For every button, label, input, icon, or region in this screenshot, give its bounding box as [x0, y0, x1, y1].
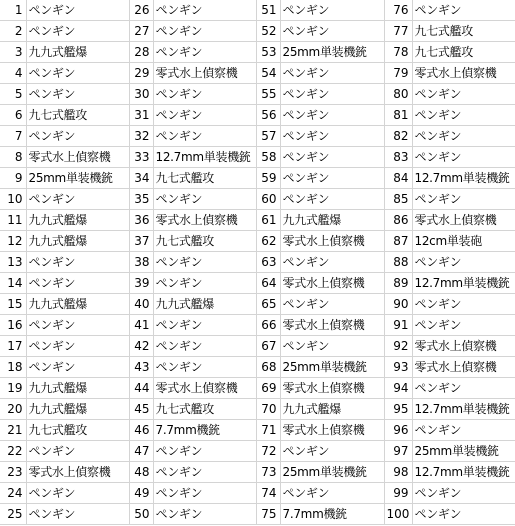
row-number-cell[interactable]: 100: [384, 504, 412, 525]
item-name-cell[interactable]: ペンギン: [280, 147, 384, 168]
row-number-cell[interactable]: 48: [129, 462, 153, 483]
table-row: [0, 252, 515, 273]
item-name-cell[interactable]: 零式水上偵察機: [412, 357, 515, 378]
item-name-cell[interactable]: ペンギン: [26, 357, 129, 378]
row-number-cell[interactable]: 45: [129, 399, 153, 420]
table-row: [0, 147, 515, 168]
row-number-cell[interactable]: 80: [384, 84, 412, 105]
table-row: [0, 462, 515, 483]
item-name-cell[interactable]: ペンギン: [26, 126, 129, 147]
item-name-cell[interactable]: ペンギン: [412, 147, 515, 168]
item-name-cell[interactable]: 九七式艦攻: [412, 42, 515, 63]
item-name-cell[interactable]: ペンギン: [280, 441, 384, 462]
row-number-cell[interactable]: 44: [129, 378, 153, 399]
item-name-cell[interactable]: 12.7mm単装機銃: [412, 168, 515, 189]
row-number-cell[interactable]: 29: [129, 63, 153, 84]
row-number-cell[interactable]: 43: [129, 357, 153, 378]
row-number-cell[interactable]: 15: [0, 294, 26, 315]
item-name-cell[interactable]: ペンギン: [26, 84, 129, 105]
item-name-cell[interactable]: ペンギン: [412, 189, 515, 210]
item-name-cell[interactable]: ペンギン: [280, 63, 384, 84]
item-name-cell[interactable]: 零式水上偵察機: [280, 231, 384, 252]
item-name-cell[interactable]: ペンギン: [412, 294, 515, 315]
row-number-cell[interactable]: 17: [0, 336, 26, 357]
item-name-cell[interactable]: 九九式艦爆: [26, 231, 129, 252]
item-name-cell[interactable]: ペンギン: [26, 504, 129, 525]
row-number-cell[interactable]: 3: [0, 42, 26, 63]
item-name-cell[interactable]: 九九式艦爆: [280, 399, 384, 420]
row-number-cell[interactable]: 8: [0, 147, 26, 168]
item-name-cell[interactable]: ペンギン: [26, 441, 129, 462]
row-number-cell[interactable]: 65: [256, 294, 280, 315]
table-row: [0, 105, 515, 126]
item-name-cell[interactable]: ペンギン: [153, 189, 256, 210]
item-name-cell[interactable]: ペンギン: [153, 252, 256, 273]
item-name-cell[interactable]: ペンギン: [412, 0, 515, 21]
row-number-cell[interactable]: 14: [0, 273, 26, 294]
row-number-cell[interactable]: 27: [129, 21, 153, 42]
item-name-cell[interactable]: ペンギン: [153, 462, 256, 483]
row-number-cell[interactable]: 71: [256, 420, 280, 441]
item-name-cell[interactable]: 25mm単装機銃: [280, 357, 384, 378]
item-name-cell[interactable]: 九九式艦爆: [26, 378, 129, 399]
row-number-cell[interactable]: 40: [129, 294, 153, 315]
item-name-cell[interactable]: ペンギン: [412, 504, 515, 525]
table-row: [0, 189, 515, 210]
item-name-cell[interactable]: ペンギン: [153, 126, 256, 147]
row-number-cell[interactable]: 84: [384, 168, 412, 189]
item-name-cell[interactable]: 零式水上偵察機: [412, 336, 515, 357]
item-name-cell[interactable]: ペンギン: [280, 483, 384, 504]
row-number-cell[interactable]: 16: [0, 315, 26, 336]
item-name-cell[interactable]: 12.7mm単装機銃: [412, 399, 515, 420]
row-number-cell[interactable]: 25: [0, 504, 26, 525]
item-name-cell[interactable]: 零式水上偵察機: [412, 63, 515, 84]
table-row: [0, 420, 515, 441]
row-number-cell[interactable]: 10: [0, 189, 26, 210]
row-number-cell[interactable]: 33: [129, 147, 153, 168]
row-number-cell[interactable]: 46: [129, 420, 153, 441]
table-row: [0, 441, 515, 462]
row-number-cell[interactable]: 98: [384, 462, 412, 483]
row-number-cell[interactable]: 67: [256, 336, 280, 357]
table-row: [0, 231, 515, 252]
table-row: [0, 126, 515, 147]
item-name-cell[interactable]: 25mm単装機銃: [280, 42, 384, 63]
row-number-cell[interactable]: 69: [256, 378, 280, 399]
row-number-cell[interactable]: 4: [0, 63, 26, 84]
row-number-cell[interactable]: 97: [384, 441, 412, 462]
item-name-cell[interactable]: 九七式艦攻: [26, 105, 129, 126]
item-name-cell[interactable]: ペンギン: [26, 336, 129, 357]
table-row: [0, 315, 515, 336]
row-number-cell[interactable]: 21: [0, 420, 26, 441]
item-name-cell[interactable]: ペンギン: [412, 126, 515, 147]
item-name-cell[interactable]: 零式水上偵察機: [280, 420, 384, 441]
item-name-cell[interactable]: 零式水上偵察機: [412, 210, 515, 231]
item-name-cell[interactable]: 零式水上偵察機: [153, 210, 256, 231]
table-row: [0, 63, 515, 84]
table-row: [0, 84, 515, 105]
item-name-cell[interactable]: 零式水上偵察機: [280, 315, 384, 336]
item-name-cell[interactable]: 九九式艦爆: [26, 42, 129, 63]
table-row: [0, 168, 515, 189]
item-name-cell[interactable]: 零式水上偵察機: [280, 273, 384, 294]
item-name-cell[interactable]: ペンギン: [280, 126, 384, 147]
table-row: [0, 483, 515, 504]
item-name-cell[interactable]: 九七式艦攻: [153, 168, 256, 189]
row-number-cell[interactable]: 59: [256, 168, 280, 189]
row-number-cell[interactable]: 96: [384, 420, 412, 441]
row-number-cell[interactable]: 60: [256, 189, 280, 210]
item-name-cell[interactable]: 25mm単装機銃: [280, 462, 384, 483]
item-name-cell[interactable]: ペンギン: [153, 483, 256, 504]
table-row: [0, 42, 515, 63]
row-number-cell[interactable]: 5: [0, 84, 26, 105]
row-number-cell[interactable]: 99: [384, 483, 412, 504]
table-row: [0, 336, 515, 357]
row-number-cell[interactable]: 1: [0, 0, 26, 21]
row-number-cell[interactable]: 66: [256, 315, 280, 336]
item-name-cell[interactable]: ペンギン: [26, 315, 129, 336]
row-number-cell[interactable]: 55: [256, 84, 280, 105]
item-name-cell[interactable]: ペンギン: [26, 0, 129, 21]
row-number-cell[interactable]: 47: [129, 441, 153, 462]
item-name-cell[interactable]: 零式水上偵察機: [280, 378, 384, 399]
item-name-cell[interactable]: 25mm単装機銃: [412, 441, 515, 462]
row-number-cell[interactable]: 24: [0, 483, 26, 504]
table-row: [0, 273, 515, 294]
item-name-cell[interactable]: 零式水上偵察機: [153, 63, 256, 84]
row-number-cell[interactable]: 30: [129, 84, 153, 105]
row-number-cell[interactable]: 7: [0, 126, 26, 147]
item-name-cell[interactable]: ペンギン: [26, 252, 129, 273]
row-number-cell[interactable]: 62: [256, 231, 280, 252]
item-name-cell[interactable]: 7.7mm機銃: [280, 504, 384, 525]
row-number-cell[interactable]: 12: [0, 231, 26, 252]
item-name-cell[interactable]: ペンギン: [153, 105, 256, 126]
item-name-cell[interactable]: ペンギン: [26, 273, 129, 294]
table-row: [0, 21, 515, 42]
row-number-cell[interactable]: 94: [384, 378, 412, 399]
row-number-cell[interactable]: 32: [129, 126, 153, 147]
item-name-cell[interactable]: ペンギン: [280, 0, 384, 21]
item-name-cell[interactable]: ペンギン: [153, 441, 256, 462]
row-number-cell[interactable]: 93: [384, 357, 412, 378]
row-number-cell[interactable]: 2: [0, 21, 26, 42]
row-number-cell[interactable]: 39: [129, 273, 153, 294]
row-number-cell[interactable]: 70: [256, 399, 280, 420]
row-number-cell[interactable]: 38: [129, 252, 153, 273]
row-number-cell[interactable]: 81: [384, 105, 412, 126]
row-number-cell[interactable]: 75: [256, 504, 280, 525]
row-number-cell[interactable]: 89: [384, 273, 412, 294]
item-name-cell[interactable]: ペンギン: [412, 378, 515, 399]
row-number-cell[interactable]: 56: [256, 105, 280, 126]
item-name-cell[interactable]: ペンギン: [153, 336, 256, 357]
row-number-cell[interactable]: 58: [256, 147, 280, 168]
item-name-cell[interactable]: 零式水上偵察機: [153, 378, 256, 399]
row-number-cell[interactable]: 19: [0, 378, 26, 399]
row-number-cell[interactable]: 76: [384, 0, 412, 21]
row-number-cell[interactable]: 68: [256, 357, 280, 378]
item-name-cell[interactable]: 九九式艦爆: [26, 210, 129, 231]
item-name-cell[interactable]: ペンギン: [280, 336, 384, 357]
row-number-cell[interactable]: 20: [0, 399, 26, 420]
item-name-cell[interactable]: 九七式艦攻: [412, 21, 515, 42]
row-number-cell[interactable]: 11: [0, 210, 26, 231]
row-number-cell[interactable]: 73: [256, 462, 280, 483]
item-name-cell[interactable]: ペンギン: [26, 189, 129, 210]
item-name-cell[interactable]: ペンギン: [412, 483, 515, 504]
item-name-cell[interactable]: ペンギン: [153, 315, 256, 336]
row-number-cell[interactable]: 79: [384, 63, 412, 84]
row-number-cell[interactable]: 52: [256, 21, 280, 42]
item-name-cell[interactable]: 九九式艦爆: [153, 294, 256, 315]
table-row: [0, 399, 515, 420]
item-name-cell[interactable]: ペンギン: [26, 483, 129, 504]
row-number-cell[interactable]: 49: [129, 483, 153, 504]
item-name-cell[interactable]: ペンギン: [153, 84, 256, 105]
item-name-cell[interactable]: ペンギン: [280, 21, 384, 42]
item-name-cell[interactable]: 12cm単装砲: [412, 231, 515, 252]
item-name-cell[interactable]: 零式水上偵察機: [26, 147, 129, 168]
row-number-cell[interactable]: 61: [256, 210, 280, 231]
row-number-cell[interactable]: 50: [129, 504, 153, 525]
row-number-cell[interactable]: 78: [384, 42, 412, 63]
table-row: [0, 210, 515, 231]
item-name-cell[interactable]: 九九式艦爆: [280, 210, 384, 231]
row-number-cell[interactable]: 6: [0, 105, 26, 126]
row-number-cell[interactable]: 91: [384, 315, 412, 336]
item-name-cell[interactable]: 12.7mm単装機銃: [153, 147, 256, 168]
row-number-cell[interactable]: 36: [129, 210, 153, 231]
row-number-cell[interactable]: 57: [256, 126, 280, 147]
row-number-cell[interactable]: 64: [256, 273, 280, 294]
item-name-cell[interactable]: 25mm単装機銃: [26, 168, 129, 189]
item-name-cell[interactable]: 12.7mm単装機銃: [412, 462, 515, 483]
item-name-cell[interactable]: 九七式艦攻: [26, 420, 129, 441]
row-number-cell[interactable]: 13: [0, 252, 26, 273]
item-name-cell[interactable]: ペンギン: [280, 252, 384, 273]
item-name-cell[interactable]: ペンギン: [280, 294, 384, 315]
item-name-cell[interactable]: 7.7mm機銃: [153, 420, 256, 441]
item-name-cell[interactable]: ペンギン: [26, 21, 129, 42]
row-number-cell[interactable]: 35: [129, 189, 153, 210]
item-name-cell[interactable]: ペンギン: [153, 504, 256, 525]
row-number-cell[interactable]: 26: [129, 0, 153, 21]
row-number-cell[interactable]: 87: [384, 231, 412, 252]
row-number-cell[interactable]: 53: [256, 42, 280, 63]
row-number-cell[interactable]: 42: [129, 336, 153, 357]
row-number-cell[interactable]: 31: [129, 105, 153, 126]
row-number-cell[interactable]: 51: [256, 0, 280, 21]
row-number-cell[interactable]: 90: [384, 294, 412, 315]
item-name-cell[interactable]: ペンギン: [412, 105, 515, 126]
item-name-cell[interactable]: 九九式艦爆: [26, 294, 129, 315]
item-name-cell[interactable]: 零式水上偵察機: [26, 462, 129, 483]
row-number-cell[interactable]: 83: [384, 147, 412, 168]
item-name-cell[interactable]: ペンギン: [153, 42, 256, 63]
table-row: [0, 0, 515, 21]
row-number-cell[interactable]: 37: [129, 231, 153, 252]
table-row: [0, 504, 515, 525]
item-name-cell[interactable]: 九九式艦爆: [26, 399, 129, 420]
row-number-cell[interactable]: 92: [384, 336, 412, 357]
row-number-cell[interactable]: 28: [129, 42, 153, 63]
item-name-cell[interactable]: ペンギン: [280, 84, 384, 105]
item-name-cell[interactable]: 九七式艦攻: [153, 231, 256, 252]
table-row: [0, 357, 515, 378]
item-name-cell[interactable]: ペンギン: [153, 21, 256, 42]
row-number-cell[interactable]: 18: [0, 357, 26, 378]
row-number-cell[interactable]: 74: [256, 483, 280, 504]
item-name-cell[interactable]: ペンギン: [280, 105, 384, 126]
row-number-cell[interactable]: 85: [384, 189, 412, 210]
item-name-cell[interactable]: ペンギン: [26, 63, 129, 84]
row-number-cell[interactable]: 88: [384, 252, 412, 273]
row-number-cell[interactable]: 86: [384, 210, 412, 231]
item-name-cell[interactable]: ペンギン: [412, 315, 515, 336]
item-name-cell[interactable]: ペンギン: [412, 252, 515, 273]
item-name-cell[interactable]: 12.7mm単装機銃: [412, 273, 515, 294]
item-name-cell[interactable]: ペンギン: [153, 0, 256, 21]
row-number-cell[interactable]: 22: [0, 441, 26, 462]
row-number-cell[interactable]: 23: [0, 462, 26, 483]
table-row: [0, 294, 515, 315]
item-name-cell[interactable]: ペンギン: [153, 357, 256, 378]
item-name-cell[interactable]: ペンギン: [153, 273, 256, 294]
row-number-cell[interactable]: 95: [384, 399, 412, 420]
row-number-cell[interactable]: 54: [256, 63, 280, 84]
row-number-cell[interactable]: 77: [384, 21, 412, 42]
row-number-cell[interactable]: 41: [129, 315, 153, 336]
item-name-cell[interactable]: ペンギン: [280, 189, 384, 210]
item-name-cell[interactable]: ペンギン: [412, 84, 515, 105]
item-name-cell[interactable]: 九七式艦攻: [153, 399, 256, 420]
row-number-cell[interactable]: 34: [129, 168, 153, 189]
item-name-cell[interactable]: ペンギン: [280, 168, 384, 189]
row-number-cell[interactable]: 9: [0, 168, 26, 189]
table-row: [0, 378, 515, 399]
row-number-cell[interactable]: 72: [256, 441, 280, 462]
row-number-cell[interactable]: 82: [384, 126, 412, 147]
item-name-cell[interactable]: ペンギン: [412, 420, 515, 441]
row-number-cell[interactable]: 63: [256, 252, 280, 273]
